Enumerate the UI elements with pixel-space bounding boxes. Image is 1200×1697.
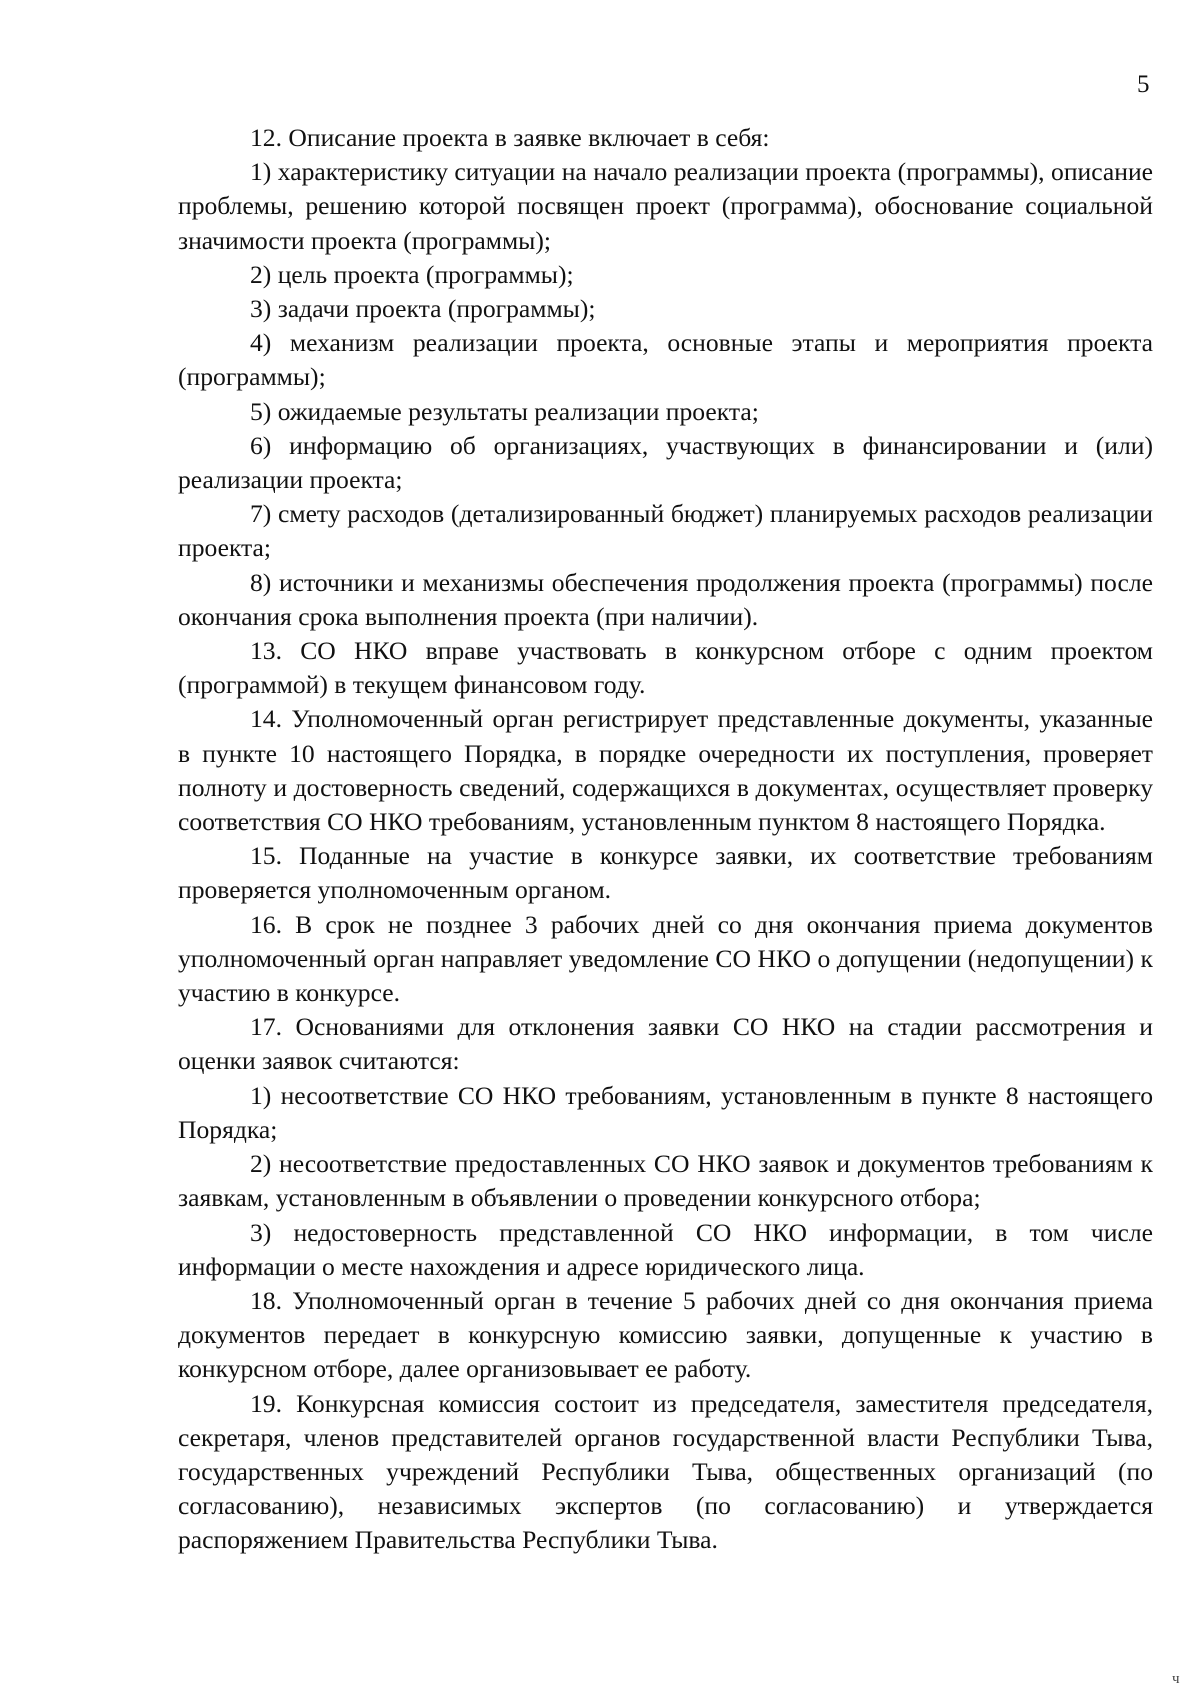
subitem-12-2: 2) цель проекта (программы); [250, 259, 574, 289]
paragraph-item-19: 19. Конкурсная комиссия состоит из председателя, заместителя председателя, секретаря, членов представителей органов государственной власти Республики Тыва, государственных учреждений Республики Тыва, общественных организаций (по согласованию), независимых экспертов (по согласованию) и утверждается распоряжением Правительства Республики Тыва. [178, 1388, 1153, 1555]
subitem-12-7: 7) смету расходов (детализированный бюджет) планируемых расходов реализации проекта; [178, 499, 1153, 563]
subitem-12-5: 5) ожидаемые результаты реализации проекта; [250, 396, 759, 426]
corner-mark: ч [1172, 1671, 1180, 1687]
subitem-12-4: 4) механизм реализации проекта, основные этапы и мероприятия проекта (программы); [178, 328, 1153, 392]
paragraph-item-18: 18. Уполномоченный орган в течение 5 рабочих дней со дня окончания приема документов передает в конкурсную комиссию заявки, допущенные к участию в конкурсном отборе, далее организовывает ее работу. [178, 1285, 1153, 1384]
paragraph-item-13: 13. СО НКО вправе участвовать в конкурсном отборе с одним проектом (программой) в текущем финансовом году. [178, 636, 1153, 700]
paragraph-item-16: 16. В срок не позднее 3 рабочих дней со дня окончания приема документов уполномоченный орган направляет уведомление СО НКО о допущении (недопущении) к участию в конкурсе. [178, 909, 1153, 1008]
subitem-12-6: 6) информацию об организациях, участвующих в финансировании и (или) реализации проекта; [178, 430, 1153, 495]
page-number: 5 [1137, 71, 1150, 98]
subitem-17-3: 3) недостоверность представленной СО НКО информации, в том числе информации о месте нахождения и адресе юридического лица. [178, 1217, 1153, 1281]
subitem-12-8: 8) источники и механизмы обеспечения продолжения проекта (программы) после окончания срока выполнения проекта (при наличии). [178, 567, 1153, 631]
paragraph-item-12: 12. Описание проекта в заявке включает в себя: [250, 123, 770, 152]
paragraph-item-15: 15. Поданные на участие в конкурсе заявки, их соответствие требованиям проверяется уполномоченным органом. [178, 841, 1153, 905]
subitem-12-3: 3) задачи проекта (программы); [250, 294, 596, 324]
subitem-17-1: 1) несоответствие СО НКО требованиям, установленным в пункте 8 настоящего Порядка; [178, 1080, 1153, 1144]
paragraph-item-17: 17. Основаниями для отклонения заявки СО НКО на стадии рассмотрения и оценки заявок считаются: [178, 1012, 1153, 1076]
subitem-17-2: 2) несоответствие предоставленных СО НКО заявок и документов требованиям к заявкам, установленным в объявлении о проведении конкурсного отбора; [178, 1149, 1153, 1213]
document-body [178, 121, 1153, 1558]
paragraph-item-14: 14. Уполномоченный орган регистрирует представленные документы, указанные в пункте 10 настоящего Порядка, в порядке очередности их поступления, проверяет полноту и достоверность сведений, содержащихся в документах, осуществляет проверку соответствия СО НКО требованиям, установленным пунктом 8 настоящего Порядка. [178, 704, 1153, 837]
subitem-12-1: 1) характеристику ситуации на начало реализации проекта (программы), описание проблемы, решению которой посвящен проект (программа), обоснование социальной значимости проекта (программы); [178, 157, 1153, 255]
